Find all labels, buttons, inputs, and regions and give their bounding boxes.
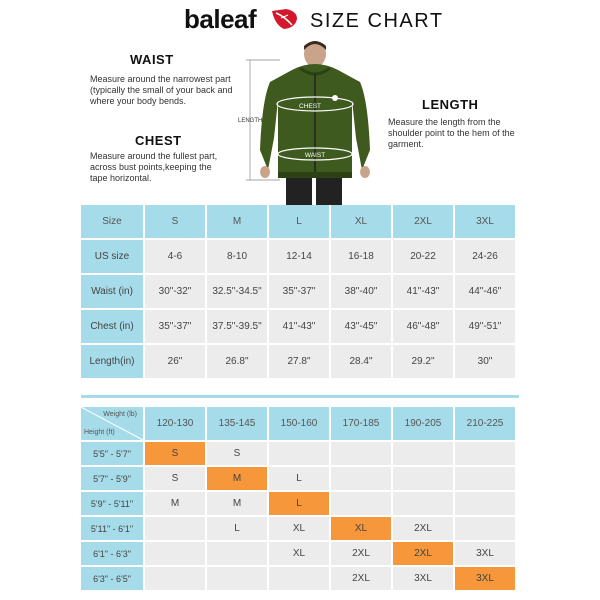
size-cell: 27.8" [269, 345, 329, 378]
fit-table-row [81, 567, 515, 590]
fit-cell: 2XL [331, 567, 391, 590]
height-axis-label: Height (ft) [84, 429, 115, 436]
size-cell: 24-26 [455, 240, 515, 273]
size-table [79, 203, 517, 380]
size-cell: 26.8" [207, 345, 267, 378]
page-title: SIZE CHART [310, 10, 444, 32]
size-cell: 49"-51" [455, 310, 515, 343]
size-cell: 43"-45" [331, 310, 391, 343]
fit-cell: S [145, 467, 205, 490]
size-cell: 16-18 [331, 240, 391, 273]
jacket-model-image [240, 40, 390, 205]
fit-cell [207, 542, 267, 565]
size-cell: 35"-37" [145, 310, 205, 343]
fit-cell [455, 467, 515, 490]
size-cell: 44"-46" [455, 275, 515, 308]
fit-cell: 2XL [393, 517, 453, 540]
size-row-label: Waist (in) [81, 275, 143, 308]
size-row-label: US size [81, 240, 143, 273]
fit-cell: 2XL [331, 542, 391, 565]
recommended-size-cell: L [269, 492, 329, 515]
weight-axis-label: Weight (lb) [103, 411, 137, 418]
fit-cell [393, 442, 453, 465]
size-cell: 26" [145, 345, 205, 378]
figure-length-label: LENGTH [238, 118, 263, 124]
fit-cell: M [145, 492, 205, 515]
fit-cell [455, 517, 515, 540]
size-cell: 38"-40" [331, 275, 391, 308]
fit-table-row [81, 542, 515, 565]
size-cell: 20-22 [393, 240, 453, 273]
chest-text: Measure around the fullest part, across bust points,keeping the tape horizontal. [90, 151, 218, 183]
fit-cell: M [207, 492, 267, 515]
recommended-size-cell: 2XL [393, 542, 453, 565]
size-cell: 30"-32" [145, 275, 205, 308]
size-table-row [81, 275, 515, 308]
table-divider [81, 395, 519, 398]
size-header-cell: M [207, 205, 267, 238]
height-row-label: 6'3" - 6'5" [81, 567, 143, 590]
size-header-cell: 2XL [393, 205, 453, 238]
fit-cell [145, 517, 205, 540]
fit-cell [331, 467, 391, 490]
size-cell: 8-10 [207, 240, 267, 273]
size-cell: 37.5"-39.5" [207, 310, 267, 343]
fit-cell [331, 442, 391, 465]
fit-cell [269, 567, 329, 590]
height-row-label: 5'5" - 5'7" [81, 442, 143, 465]
fit-cell: 3XL [455, 542, 515, 565]
size-cell: 41"-43" [393, 275, 453, 308]
waist-text: Measure around the narrowest part (typically the small of your back and where your body bends. [90, 74, 233, 106]
fit-cell [455, 492, 515, 515]
figure-chest-label: CHEST [298, 103, 322, 110]
size-cell: 12-14 [269, 240, 329, 273]
size-cell: 29.2" [393, 345, 453, 378]
size-header-label: Size [81, 205, 143, 238]
size-header-cell: L [269, 205, 329, 238]
fit-cell [331, 492, 391, 515]
recommended-size-cell: XL [331, 517, 391, 540]
weight-header-cell: 190-205 [393, 407, 453, 440]
weight-header-cell: 135-145 [207, 407, 267, 440]
height-row-label: 5'7" - 5'9" [81, 467, 143, 490]
size-header-cell: 3XL [455, 205, 515, 238]
weight-header-cell: 170-185 [331, 407, 391, 440]
height-row-label: 6'1" - 6'3" [81, 542, 143, 565]
size-cell: 41"-43" [269, 310, 329, 343]
fit-cell [145, 542, 205, 565]
length-text: Measure the length from the shoulder point to the hem of the garment. [388, 117, 515, 149]
fit-table-row [81, 467, 515, 490]
recommended-size-cell: M [207, 467, 267, 490]
leaf-logo-icon [270, 7, 300, 31]
size-header-row [81, 205, 515, 238]
fit-table [79, 405, 517, 592]
recommended-size-cell: 3XL [455, 567, 515, 590]
fit-table-row [81, 442, 515, 465]
size-table-row [81, 310, 515, 343]
fit-corner-cell [81, 407, 143, 440]
height-row-label: 5'11" - 6'1" [81, 517, 143, 540]
fit-cell: 3XL [393, 567, 453, 590]
size-header-cell: S [145, 205, 205, 238]
size-table-row [81, 345, 515, 378]
fit-cell [393, 492, 453, 515]
weight-header-cell: 120-130 [145, 407, 205, 440]
size-row-label: Chest (in) [81, 310, 143, 343]
size-cell: 32.5"-34.5" [207, 275, 267, 308]
fit-cell: L [207, 517, 267, 540]
fit-table-row [81, 492, 515, 515]
fit-cell [269, 442, 329, 465]
size-cell: 4-6 [145, 240, 205, 273]
fit-cell [455, 442, 515, 465]
size-cell: 46"-48" [393, 310, 453, 343]
chest-title: CHEST [135, 133, 182, 148]
size-row-label: Length(in) [81, 345, 143, 378]
fit-cell [393, 467, 453, 490]
fit-cell: L [269, 467, 329, 490]
weight-header-cell: 210-225 [455, 407, 515, 440]
brand-logo: baleaf [184, 4, 257, 34]
size-cell: 35"-37" [269, 275, 329, 308]
fit-cell: XL [269, 517, 329, 540]
size-header-cell: XL [331, 205, 391, 238]
length-title: LENGTH [422, 97, 479, 112]
size-cell: 28.4" [331, 345, 391, 378]
size-cell: 30" [455, 345, 515, 378]
size-table-row [81, 240, 515, 273]
weight-header-cell: 150-160 [269, 407, 329, 440]
height-row-label: 5'9" - 5'11" [81, 492, 143, 515]
fit-cell [207, 567, 267, 590]
fit-table-row [81, 517, 515, 540]
recommended-size-cell: S [145, 442, 205, 465]
figure-waist-label: WAIST [304, 152, 326, 159]
fit-cell: S [207, 442, 267, 465]
fit-header-row [81, 407, 515, 440]
fit-cell [145, 567, 205, 590]
header [0, 4, 600, 34]
fit-cell: XL [269, 542, 329, 565]
waist-title: WAIST [130, 52, 174, 67]
